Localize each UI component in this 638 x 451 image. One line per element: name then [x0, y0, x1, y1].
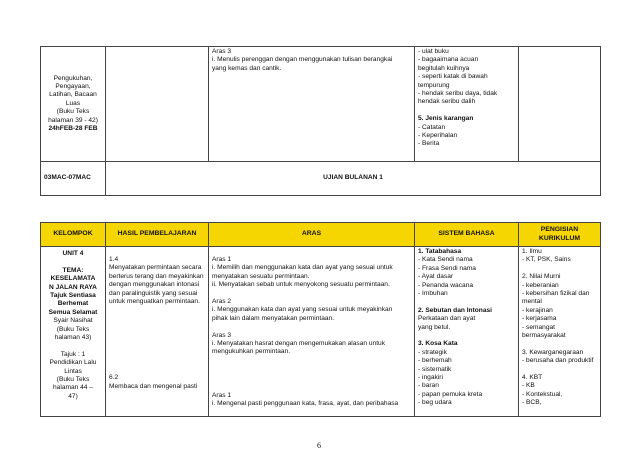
header-sistem-bahasa: SISTEM BAHASA	[415, 223, 519, 247]
header-aras: ARAS	[209, 223, 415, 247]
lesson-plan-table-1	[40, 46, 601, 196]
table-header-row	[41, 223, 601, 247]
hasil-pembelajaran-cell	[106, 47, 209, 162]
aras-cell: Aras 1 i. Memilih dan menggunakan kata dan ayat yang sesuai untuk menyatakan sesuatu permintaan. ii. Menyatakan sebab untuk menyokong sesuatu permintaan. Aras 2 i. Menggunakan kata dan ayat yang sesuai untuk meyakinkan pihak lain dalam menyatakan permintaan. Aras 3 i. Menyatakan hasrat dengan mengemukakan alasan untuk mengukuhkan permintaan. Aras 1 i. Mengenal pasti penggunaan kata, frasa, ayat, dan peribahasa	[209, 247, 415, 417]
header-hasil-pembelajaran: HASIL PEMBELAJARAN	[106, 223, 209, 247]
kelompok-cell: UNIT 4 TEMA: KESELAMATA N JALAN RAYA Tajuk Sentiasa Berhemat Semua Selamat Syair Nasihat (Buku Teks halaman 43) Tajuk : 1 Pendidikan Lalu Lintas (Buku Teks halaman 44 – 47)	[41, 247, 106, 417]
exam-date: 03MAC-07MAC	[41, 162, 106, 196]
header-kelompok: KELOMPOK	[41, 223, 106, 247]
table-row	[41, 247, 601, 417]
table-row	[41, 162, 601, 196]
aras-cell: Aras 3 i. Menulis perenggan dengan menggunakan tulisan berangkai yang kemas dan cantik.	[209, 47, 415, 162]
pengisian-kurikulum-cell	[519, 47, 601, 162]
kelompok-cell: Pengukuhan, Pengayaan, Latihan, Bacaan Luas (Buku Teks halaman 39 - 42) 24hFEB-28 FEB	[41, 47, 106, 162]
pengisian-kurikulum-cell: 1. Ilmu - KT, PSK, Sains 2. Nilai Murni - keberanian - kebersihan fizikal dan mental - kerajinan - kerjasama - semangat bermasyarakat 3. Kewarganegaraan - berusaha dan produktif 4. KBT - KB - Kontekstual, - BCB,	[519, 247, 601, 417]
sistem-bahasa-cell: - ulat buku - bagaaimana acuan begitulah kuihnya - seperti katak di bawah tempurung - hendak seribu daya, tidak hendak seribu dalih 5. Jenis karangan - Catatan - Keperihalan - Berita	[415, 47, 519, 162]
hasil-pembelajaran-cell: 1.4 Menyatakan permintaan secara berterus terang dan meyakinkan dengan menggunakan intonasi dan paralinguistik yang sesuai untuk menguatkan permintaan. 6.2 Membaca dan mengenal pasti	[106, 247, 209, 417]
exam-label: UJIAN BULANAN 1	[106, 162, 601, 196]
date-range: 24hFEB-28 FEB	[48, 125, 98, 133]
sistem-bahasa-cell: 1. Tatabahasa - Kata Sendi nama - Frasa Sendi nama - Ayat dasar - Penanda wacana - Imbuhan 2. Sebutan dan Intonasi Perkataan dan ayat yang betul. 3. Kosa Kata - strategik - berhemah - sistematik - ingakiri - baran - papan pemuka kreta - beg udara	[415, 247, 519, 417]
header-pengisian-kurikulum: PENGISIAN KURIKULUM	[519, 223, 601, 247]
lesson-plan-table-2	[40, 222, 601, 417]
page-number: 6	[317, 441, 321, 450]
table-row	[41, 47, 601, 162]
